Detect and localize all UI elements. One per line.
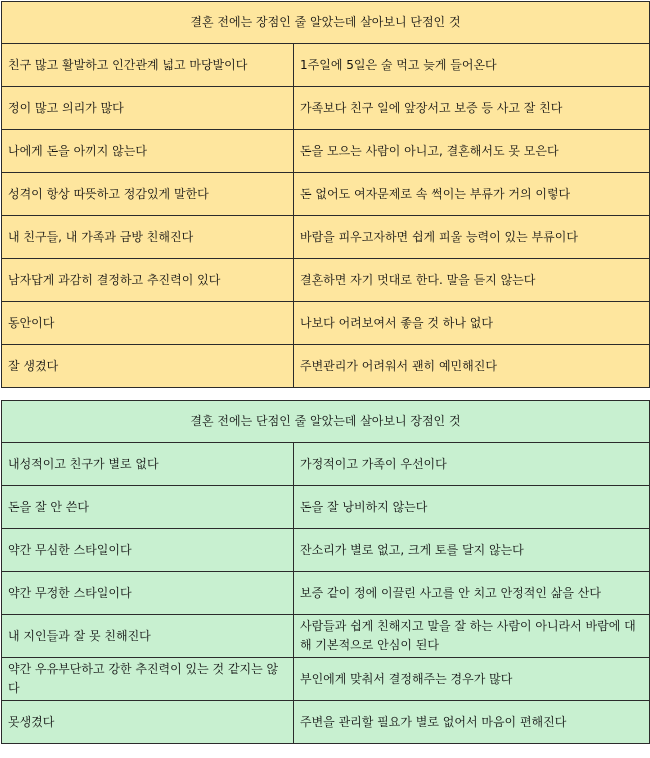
cell-before: 내 친구들, 내 가족과 금방 친해진다	[2, 216, 294, 259]
table-row	[2, 302, 650, 345]
cell-after: 보증 같이 정에 이끌린 사고를 안 치고 안정적인 삶을 산다	[294, 572, 650, 615]
table-row	[2, 443, 650, 486]
cell-before: 잘 생겼다	[2, 345, 294, 388]
cell-after: 결혼하면 자기 멋대로 한다. 말을 듣지 않는다	[294, 259, 650, 302]
table-row	[2, 87, 650, 130]
cell-before: 약간 무심한 스타일이다	[2, 529, 294, 572]
table-before-cons-after-pros	[1, 400, 650, 744]
table-title-row	[2, 2, 650, 44]
cell-after: 잔소리가 별로 없고, 크게 토를 달지 않는다	[294, 529, 650, 572]
cell-before: 친구 많고 활발하고 인간관계 넓고 마당발이다	[2, 44, 294, 87]
table-row	[2, 259, 650, 302]
cell-after: 바람을 피우고자하면 쉽게 피울 능력이 있는 부류이다	[294, 216, 650, 259]
table-row	[2, 658, 650, 701]
cell-before: 내성적이고 친구가 별로 없다	[2, 443, 294, 486]
cell-before: 성격이 항상 따뜻하고 정감있게 말한다	[2, 173, 294, 216]
cell-before: 정이 많고 의리가 많다	[2, 87, 294, 130]
cell-before: 돈을 잘 안 쓴다	[2, 486, 294, 529]
cell-before: 나에게 돈을 아끼지 않는다	[2, 130, 294, 173]
cell-after: 돈을 모으는 사람이 아니고, 결혼해서도 못 모은다	[294, 130, 650, 173]
table-before-pros-after-cons	[1, 1, 650, 388]
cell-after: 가정적이고 가족이 우선이다	[294, 443, 650, 486]
table-row	[2, 486, 650, 529]
cell-before: 못생겼다	[2, 701, 294, 744]
cell-after: 주변관리가 어려워서 괜히 예민해진다	[294, 345, 650, 388]
table-row	[2, 130, 650, 173]
table-title: 결혼 전에는 단점인 줄 알았는데 살아보니 장점인 것	[2, 401, 650, 443]
cell-before: 남자답게 과감히 결정하고 추진력이 있다	[2, 259, 294, 302]
table-row	[2, 701, 650, 744]
table-row	[2, 345, 650, 388]
cell-after: 부인에게 맞춰서 결정해주는 경우가 많다	[294, 658, 650, 701]
table-row	[2, 529, 650, 572]
table-title: 결혼 전에는 장점인 줄 알았는데 살아보니 단점인 것	[2, 2, 650, 44]
table-title-row	[2, 401, 650, 443]
table-row	[2, 216, 650, 259]
cell-after: 주변을 관리할 필요가 별로 없어서 마음이 편해진다	[294, 701, 650, 744]
cell-after: 돈 없어도 여자문제로 속 썩이는 부류가 거의 이렇다	[294, 173, 650, 216]
table-row	[2, 44, 650, 87]
cell-before: 내 지인들과 잘 못 친해진다	[2, 615, 294, 658]
cell-before: 동안이다	[2, 302, 294, 345]
cell-before: 약간 무정한 스타일이다	[2, 572, 294, 615]
cell-before: 약간 우유부단하고 강한 추진력이 있는 것 같지는 않다	[2, 658, 294, 701]
table-row	[2, 615, 650, 658]
table-row	[2, 572, 650, 615]
cell-after: 돈을 잘 낭비하지 않는다	[294, 486, 650, 529]
cell-after: 나보다 어려보여서 좋을 것 하나 없다	[294, 302, 650, 345]
cell-after: 1주일에 5일은 술 먹고 늦게 들어온다	[294, 44, 650, 87]
cell-after: 사람들과 쉽게 친해지고 말을 잘 하는 사람이 아니라서 바람에 대해 기본적으로 안심이 된다	[294, 615, 650, 658]
table-row	[2, 173, 650, 216]
cell-after: 가족보다 친구 일에 앞장서고 보증 등 사고 잘 친다	[294, 87, 650, 130]
